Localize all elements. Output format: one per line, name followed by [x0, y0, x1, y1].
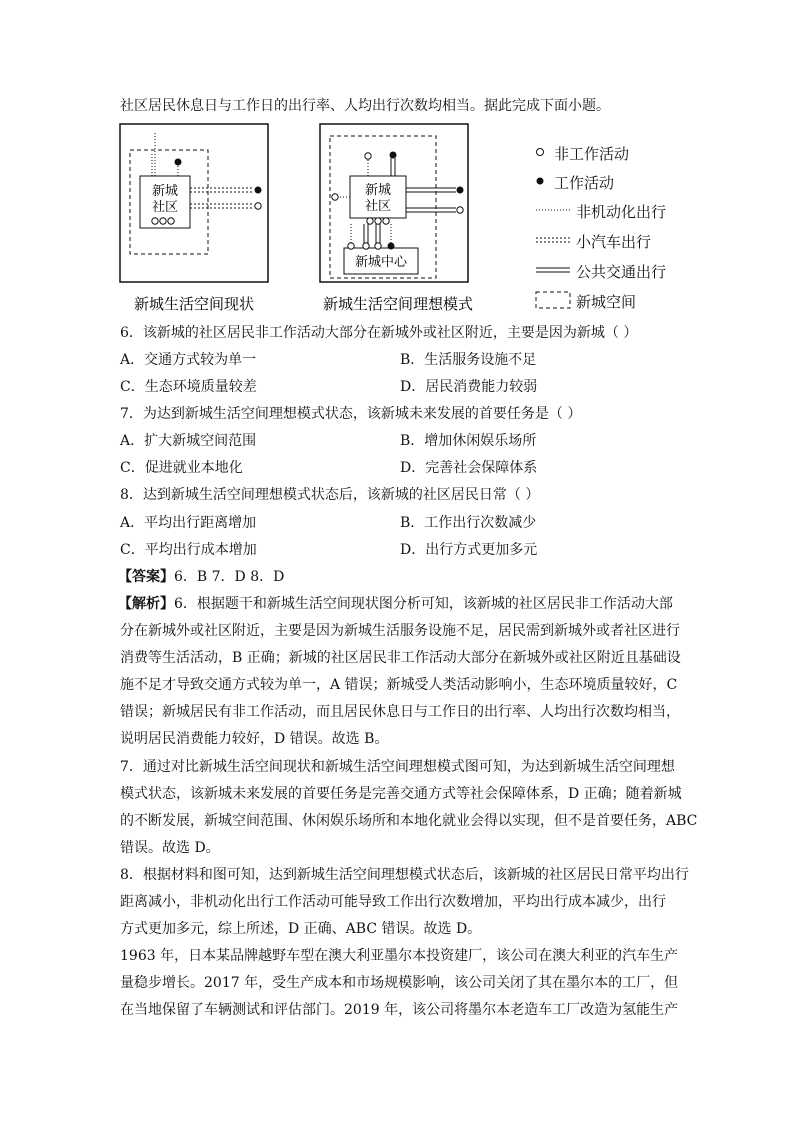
- question-stem: 7．为达到新城生活空间理想模式状态，该新城未来发展的首要任务是（ ）: [120, 406, 582, 422]
- non-work-activity-icon: [152, 218, 158, 224]
- non-work-activity-icon: [365, 153, 371, 159]
- non-work-activity-icon: [348, 243, 354, 249]
- analysis-line: 方式更加多元，综上所述，D 正确、ABC 错误。故选 D。: [120, 921, 482, 937]
- non-work-activity-icon: [168, 218, 174, 224]
- legend-label: 工作活动: [554, 174, 615, 192]
- dashed-box-icon: [536, 292, 570, 308]
- answer-label: 【答案】: [118, 569, 174, 585]
- non-work-activity-icon: [375, 243, 381, 249]
- option-d: D．居民消费能力较弱: [400, 379, 538, 395]
- analysis-line: 错误。故选 D。: [120, 840, 220, 856]
- legend-label: 非工作活动: [554, 145, 630, 163]
- city-center-label: 新城中心: [354, 255, 408, 270]
- option-c: C．促进就业本地化: [120, 460, 243, 476]
- option-b: B．生活服务设施不足: [400, 352, 537, 368]
- diagram-ideal: [318, 122, 488, 322]
- option-c: C．生态环境质量较差: [120, 379, 257, 395]
- question-stem: 8．达到新城生活空间理想模式状态后，该新城的社区居民日常（ ）: [120, 487, 540, 503]
- analysis-line: 错误；新城居民有非工作活动，而且居民休息日与工作日的出行率、人均出行次数均相当，: [120, 704, 680, 720]
- analysis-line: 1963 年，日本某品牌越野车型在澳大利亚墨尔本投资建厂，该公司在澳大利亚的汽车生产: [120, 948, 679, 964]
- non-work-activity-icon: [457, 207, 463, 213]
- open-circle-icon: [537, 149, 544, 156]
- option-b: B．增加休闲娱乐场所: [400, 433, 537, 449]
- analysis-line: 施不足才导致交通方式较为单一，A 错误；新城受人类活动影响小，生态环境质量较好，C: [120, 677, 678, 693]
- answer-text: 6．B 7．D 8．D: [174, 569, 285, 585]
- non-work-activity-icon: [332, 194, 338, 200]
- legend-icons: [532, 142, 572, 312]
- analysis-line: 距离减小，非机动化出行工作活动可能导致工作出行次数增加，平均出行成本减少，出行: [120, 894, 666, 910]
- legend-label: 新城空间: [576, 293, 637, 311]
- analysis-line: 分在新城外或社区附近，主要是因为新城生活服务设施不足，居民需到新城外或者社区进行: [120, 623, 680, 639]
- community-label-1: 新城: [364, 183, 392, 198]
- diagram-current: [118, 122, 278, 322]
- work-activity-icon: [390, 152, 397, 159]
- legend-label: 非机动化出行: [576, 203, 667, 221]
- work-activity-icon: [255, 187, 262, 194]
- analysis-line: 的不断发展，新城空间范围、休闲娱乐场所和本地化就业会得以实现，但不是首要任务，ABC: [120, 813, 698, 829]
- analysis-line: 【解析】6．根据题干和新城生活空间现状图分析可知，该新城的社区居民非工作活动大部: [118, 596, 673, 612]
- community-label-2: 社区: [364, 199, 392, 214]
- caption-current: 新城生活空间现状: [133, 295, 255, 313]
- option-d: D．出行方式更加多元: [400, 542, 538, 558]
- option-c: C．平均出行成本增加: [120, 542, 257, 558]
- work-activity-icon: [388, 243, 395, 250]
- non-work-activity-icon: [255, 203, 261, 209]
- legend-label: 小汽车出行: [576, 233, 652, 251]
- option-a: A．平均出行距离增加: [120, 515, 257, 531]
- non-work-activity-icon: [375, 218, 381, 224]
- community-label-2: 社区: [151, 200, 179, 215]
- analysis-line: 在当地保留了车辆测试和评估部门。2019 年，该公司将墨尔本老造车工厂改造为氢能生产: [120, 1002, 679, 1018]
- option-a: A．扩大新城空间范围: [120, 433, 257, 449]
- question-stem: 6．该新城的社区居民非工作活动大部分在新城外或社区附近，主要是因为新城（ ）: [120, 325, 638, 341]
- community-label-1: 新城: [151, 184, 179, 199]
- analysis-line: 8．根据材料和图可知，达到新城生活空间理想模式状态后，该新城的社区居民日常平均出行: [120, 867, 689, 883]
- analysis-line: 消费等生活活动，B 正确；新城的社区居民非工作活动大部分在新城外或社区附近且基础设: [120, 650, 681, 666]
- intro-text: 社区居民休息日与工作日的出行率、人均出行次数均相当。据此完成下面小题。: [120, 98, 610, 114]
- analysis-line: 说明居民消费能力较好，D 错误。故选 B。: [120, 731, 389, 747]
- non-work-activity-icon: [160, 218, 166, 224]
- analysis-line: 量稳步增长。2017 年，受生产成本和市场规模影响，该公司关闭了其在墨尔本的工厂，但: [120, 975, 679, 991]
- analysis-line: 7．通过对比新城生活空间现状和新城生活空间理想模式图可知，为达到新城生活空间理想: [120, 759, 675, 775]
- option-b: B．工作出行次数减少: [400, 515, 537, 531]
- option-d: D．完善社会保障体系: [400, 460, 538, 476]
- analysis-line: 模式状态，该新城未来发展的首要任务是完善交通方式等社会保障体系，D 正确；随着新城: [120, 786, 682, 802]
- non-work-activity-icon: [383, 218, 389, 224]
- legend-label: 公共交通出行: [576, 263, 667, 281]
- non-work-activity-icon: [367, 218, 373, 224]
- option-a: A．交通方式较为单一: [120, 352, 257, 368]
- non-work-activity-icon: [363, 243, 369, 249]
- caption-ideal: 新城生活空间理想模式: [322, 295, 474, 313]
- analysis-label: 【解析】: [118, 596, 174, 612]
- work-activity-icon: [175, 159, 182, 166]
- filled-circle-icon: [537, 178, 544, 185]
- answer-line: [118, 567, 284, 587]
- work-activity-icon: [457, 187, 464, 194]
